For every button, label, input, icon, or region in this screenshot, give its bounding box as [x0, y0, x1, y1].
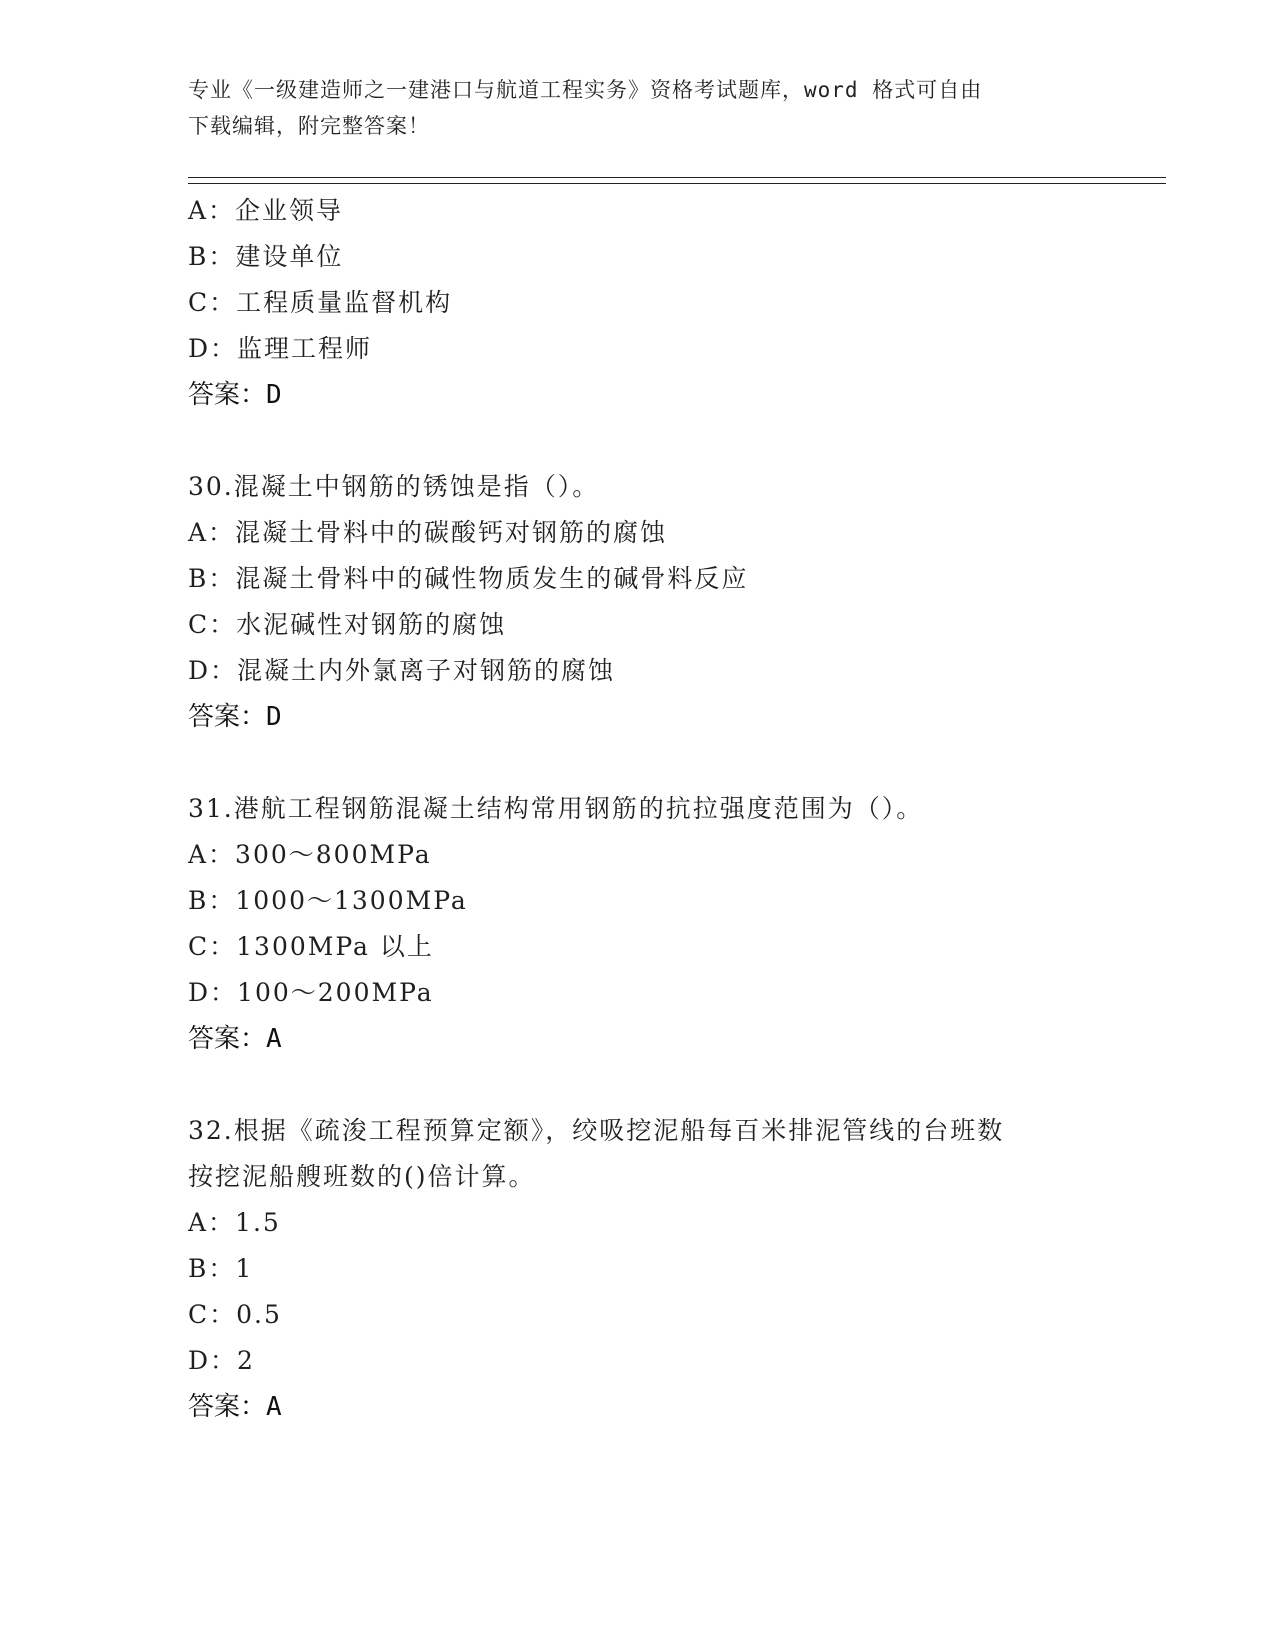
- header-line-1: 专业《一级建造师之一建港口与航道工程实务》资格考试题库，word 格式可自由: [188, 78, 983, 102]
- question-list: [188, 188, 1148, 1430]
- answer: 答案：A: [188, 1024, 282, 1054]
- header-divider-bottom: [188, 183, 1166, 184]
- option-b: B：1000～1300MPa: [188, 886, 468, 915]
- document-header: [188, 72, 1078, 144]
- option-a: A：企业领导: [188, 196, 344, 225]
- option-c: C：工程质量监督机构: [188, 288, 453, 317]
- option-a: A：300～800MPa: [188, 840, 432, 869]
- question-32: [188, 1108, 1148, 1430]
- question-text-line-2: 按挖泥船艘班数的()倍计算。: [188, 1162, 536, 1191]
- question-30: [188, 464, 1148, 740]
- option-d: D：混凝土内外氯离子对钢筋的腐蚀: [188, 656, 616, 685]
- header-divider-top: [188, 177, 1166, 178]
- answer: 答案：A: [188, 1392, 282, 1422]
- option-b: B：1: [188, 1254, 254, 1283]
- option-c: C：0.5: [188, 1300, 282, 1329]
- answer: 答案：D: [188, 702, 282, 732]
- option-a: A：1.5: [188, 1208, 281, 1237]
- option-c: C：水泥碱性对钢筋的腐蚀: [188, 610, 507, 639]
- option-b: B：建设单位: [188, 242, 344, 271]
- question-text: 30.混凝土中钢筋的锈蚀是指（）。: [188, 472, 600, 501]
- option-c: C：1300MPa 以上: [188, 932, 434, 961]
- option-a: A：混凝土骨料中的碳酸钙对钢筋的腐蚀: [188, 518, 668, 547]
- option-b: B：混凝土骨料中的碱性物质发生的碱骨料反应: [188, 564, 749, 593]
- header-line-2: 下载编辑，附完整答案！: [188, 114, 430, 138]
- question-text: 31.港航工程钢筋混凝土结构常用钢筋的抗拉强度范围为（）。: [188, 794, 924, 823]
- option-d: D：100～200MPa: [188, 978, 434, 1007]
- question-29-continued: [188, 188, 1148, 418]
- question-text-line-1: 32.根据《疏浚工程预算定额》，绞吸挖泥船每百米排泥管线的台班数: [188, 1116, 1005, 1145]
- answer: 答案：D: [188, 380, 282, 410]
- option-d: D：监理工程师: [188, 334, 373, 363]
- option-d: D：2: [188, 1346, 255, 1375]
- question-31: [188, 786, 1148, 1062]
